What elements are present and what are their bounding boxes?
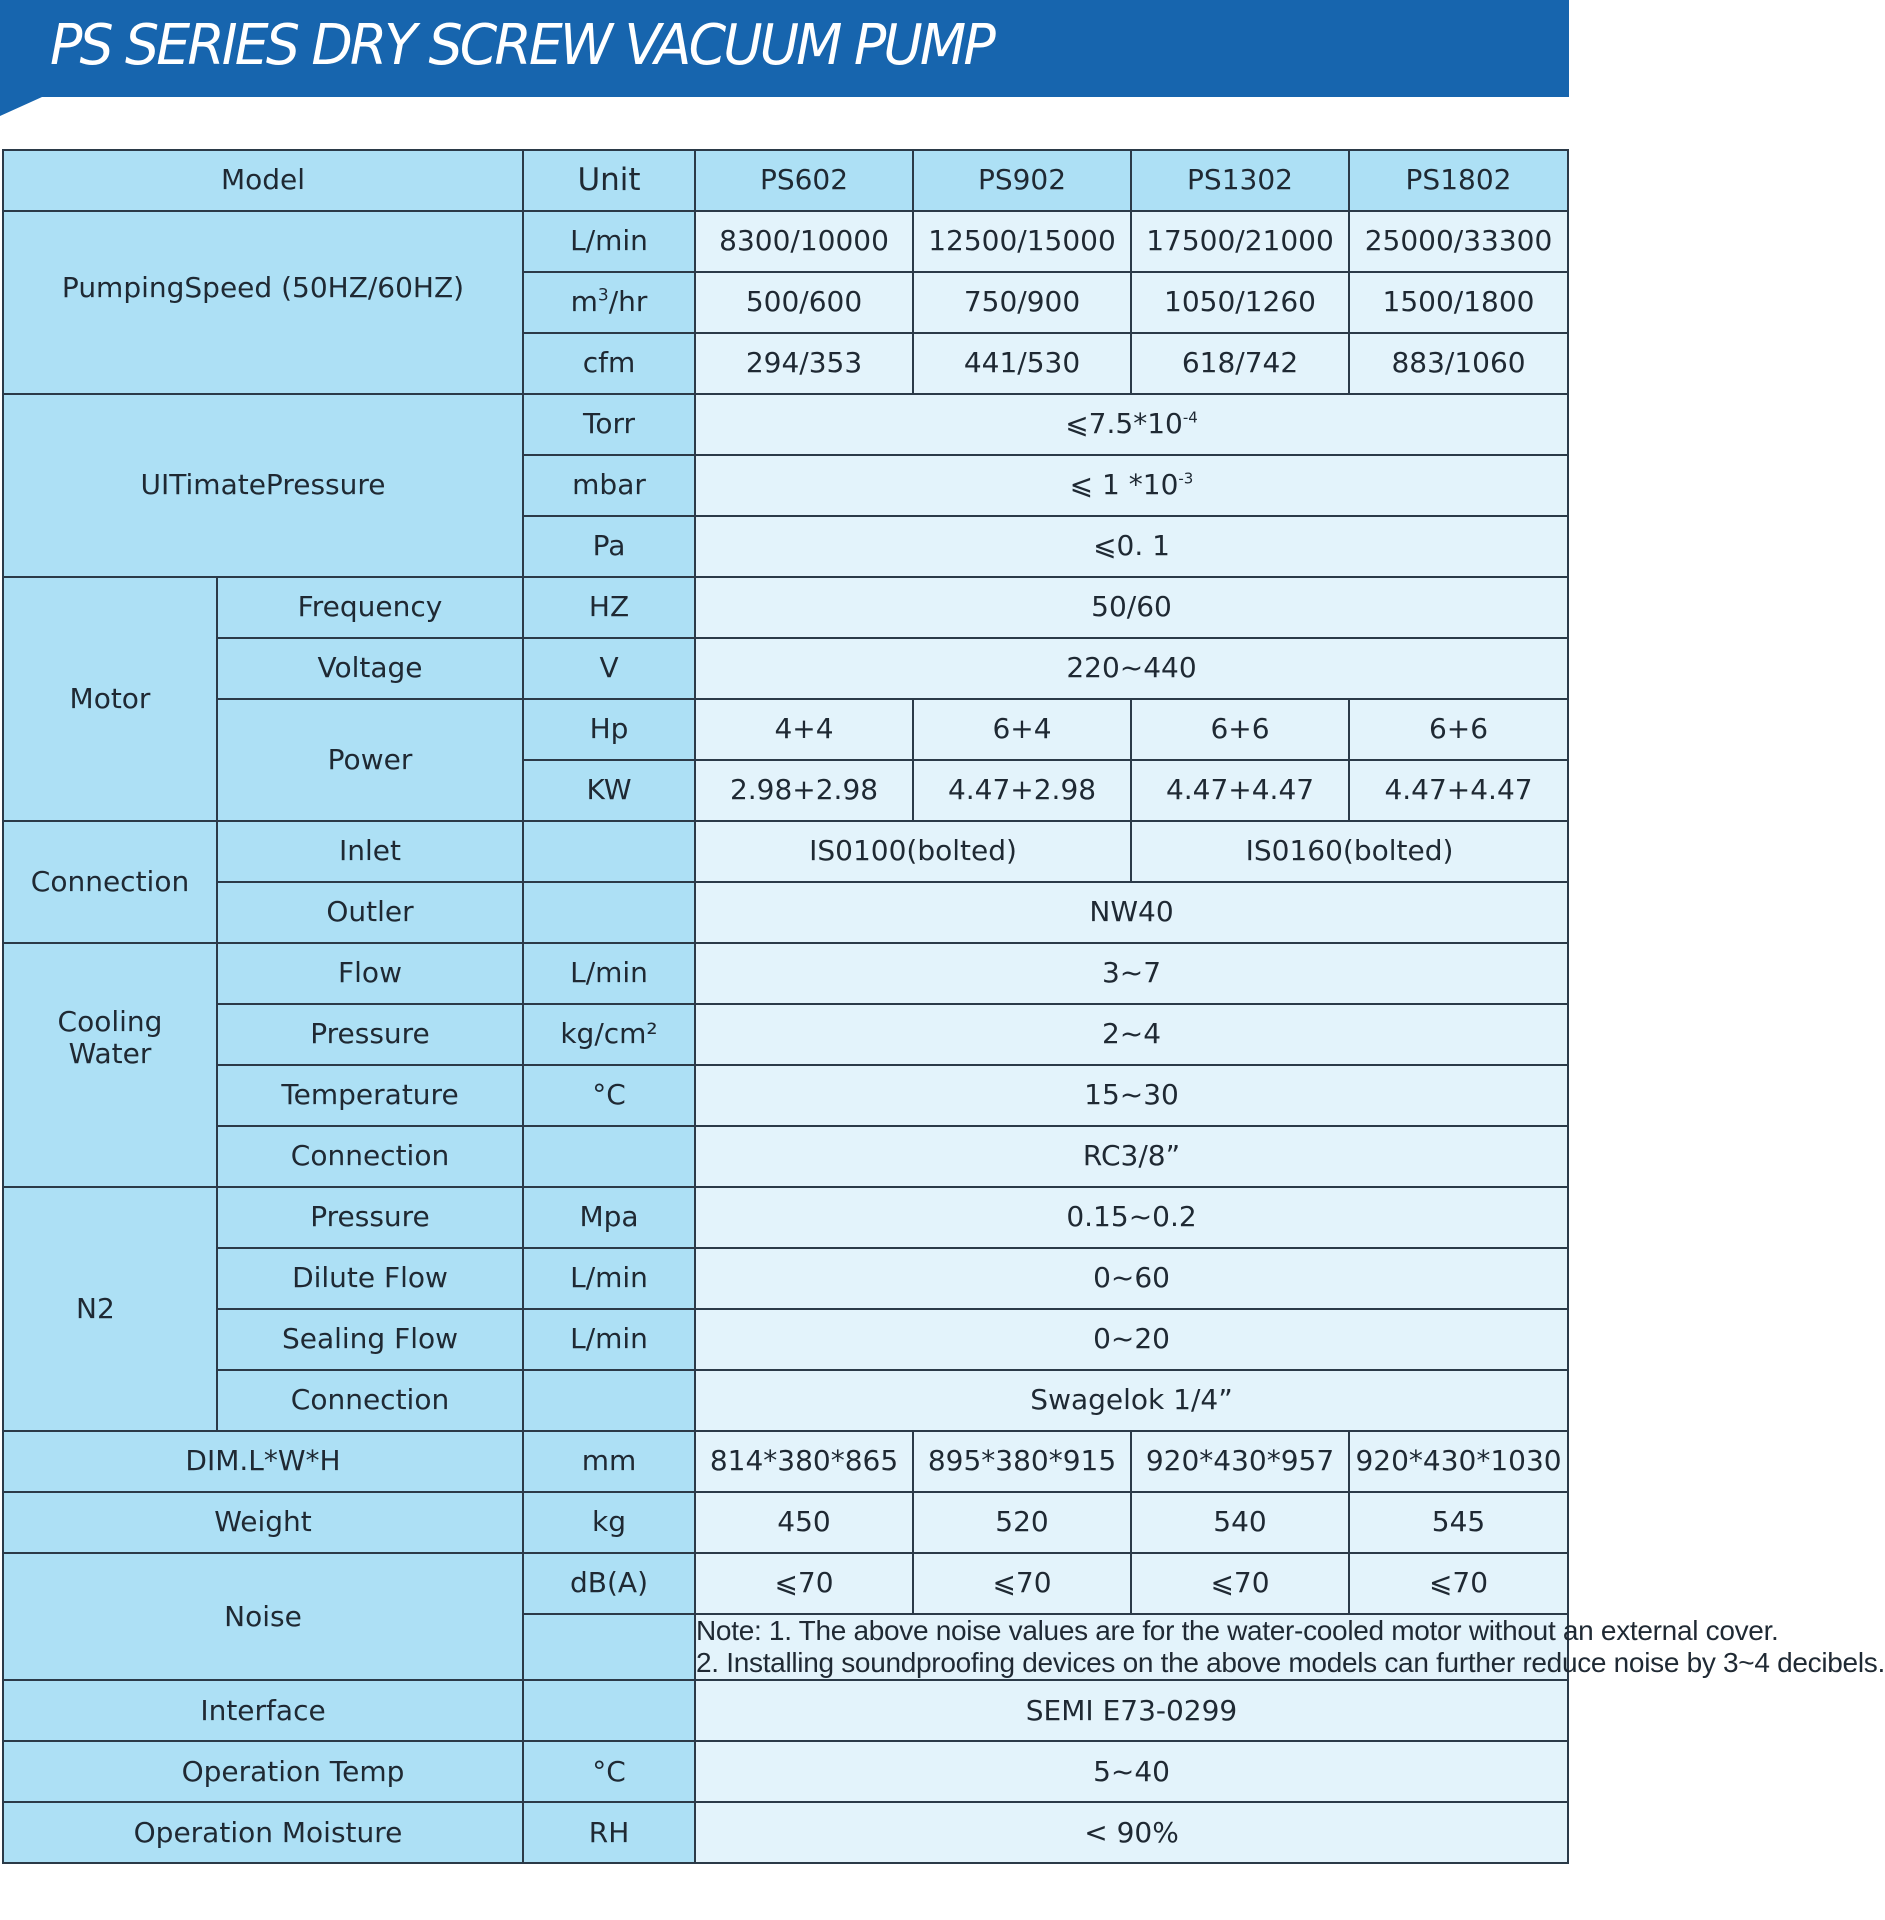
unit-cell: L/min: [523, 943, 695, 1004]
value-base: ⩽7.5*10: [1065, 407, 1183, 441]
unit-cell: L/min: [523, 1248, 695, 1309]
value-cell: [695, 455, 1568, 516]
value-cell: IS0160(bolted): [1131, 821, 1568, 882]
value-cell: 15~30: [695, 1065, 1568, 1126]
unit-cell: [523, 1370, 695, 1431]
noise-note-line1: Note: 1. The above noise values are for the water-cooled motor without an external cover.: [696, 1615, 1779, 1646]
unit-cell: [523, 1126, 695, 1187]
value-cell: 12500/15000: [913, 211, 1131, 272]
connection-sub-label: Connection: [217, 1126, 523, 1187]
connection-sub-label: Connection: [217, 1370, 523, 1431]
table-row: [3, 1680, 1568, 1741]
value-cell: 500/600: [695, 272, 913, 333]
unit-cell: Hp: [523, 699, 695, 760]
unit-cell: °C: [523, 1741, 695, 1802]
unit-cell: Torr: [523, 394, 695, 455]
table-row: [3, 1741, 1568, 1802]
value-cell: 220~440: [695, 638, 1568, 699]
operation-moisture-label: Operation Moisture: [3, 1802, 523, 1863]
value-cell: 545: [1349, 1492, 1568, 1553]
table-row: [3, 1004, 1568, 1065]
value-cell: 0~20: [695, 1309, 1568, 1370]
inlet-label: Inlet: [217, 821, 523, 882]
value-cell: 450: [695, 1492, 913, 1553]
unit-cell: RH: [523, 1802, 695, 1863]
value-cell: NW40: [695, 882, 1568, 943]
weight-label: Weight: [3, 1492, 523, 1553]
value-cell: 2~4: [695, 1004, 1568, 1065]
ultimate-pressure-label: UITimatePressure: [3, 394, 523, 577]
unit-cell: kg: [523, 1492, 695, 1553]
value-cell: Swagelok 1/4”: [695, 1370, 1568, 1431]
table-row: [3, 638, 1568, 699]
value-cell: RC3/8”: [695, 1126, 1568, 1187]
unit-cell: Pa: [523, 516, 695, 577]
value-cell: 920*430*957: [1131, 1431, 1349, 1492]
cooling-water-label-line1: Cooling: [57, 1005, 163, 1038]
value-cell: 6+6: [1131, 699, 1349, 760]
table-row: [3, 211, 1568, 272]
value-cell: 4+4: [695, 699, 913, 760]
value-exponent: -3: [1178, 470, 1194, 489]
value-cell: 6+6: [1349, 699, 1568, 760]
table-row: [3, 1309, 1568, 1370]
value-cell: 540: [1131, 1492, 1349, 1553]
unit-cell: L/min: [523, 1309, 695, 1370]
value-cell: [695, 394, 1568, 455]
value-cell: ⩽70: [913, 1553, 1131, 1614]
value-cell: 17500/21000: [1131, 211, 1349, 272]
value-cell: 750/900: [913, 272, 1131, 333]
table-row: [3, 1492, 1568, 1553]
voltage-label: Voltage: [217, 638, 523, 699]
dimensions-label: DIM.L*W*H: [3, 1431, 523, 1492]
header-row: [3, 150, 1568, 211]
table-row: [3, 1248, 1568, 1309]
model-ps602: PS602: [695, 150, 913, 211]
unit-cell: [523, 882, 695, 943]
value-exponent: -4: [1182, 409, 1198, 428]
pressure-label: Pressure: [217, 1187, 523, 1248]
table-row: [3, 699, 1568, 760]
value-cell: 895*380*915: [913, 1431, 1131, 1492]
unit-cell: HZ: [523, 577, 695, 638]
value-cell: 920*430*1030: [1349, 1431, 1568, 1492]
model-ps1802: PS1802: [1349, 150, 1568, 211]
dilute-flow-label: Dilute Flow: [217, 1248, 523, 1309]
unit-cell: °C: [523, 1065, 695, 1126]
flow-label: Flow: [217, 943, 523, 1004]
value-cell: 2.98+2.98: [695, 760, 913, 821]
unit-cell: KW: [523, 760, 695, 821]
unit-cell: [523, 821, 695, 882]
unit-cell: mbar: [523, 455, 695, 516]
unit-rest: /hr: [608, 285, 648, 319]
outlet-label: Outler: [217, 882, 523, 943]
cooling-water-label-line2: Water: [68, 1037, 152, 1071]
unit-superscript: 3: [597, 286, 609, 307]
n2-label: N2: [3, 1187, 217, 1431]
interface-label: Interface: [3, 1680, 523, 1741]
model-ps902: PS902: [913, 150, 1131, 211]
table-row: [3, 882, 1568, 943]
title-banner: [0, 0, 1569, 118]
value-cell: ⩽70: [1131, 1553, 1349, 1614]
value-cell: 0~60: [695, 1248, 1568, 1309]
value-cell: 25000/33300: [1349, 211, 1568, 272]
table-row: [3, 1065, 1568, 1126]
value-base: ⩽ 1 *10: [1069, 468, 1179, 502]
table-row: [3, 577, 1568, 638]
value-cell: 4.47+4.47: [1349, 760, 1568, 821]
unit-cell: dB(A): [523, 1553, 695, 1614]
table-row: [3, 1431, 1568, 1492]
value-cell: SEMI E73-0299: [695, 1680, 1568, 1741]
value-cell: ⩽0. 1: [695, 516, 1568, 577]
unit-cell: mm: [523, 1431, 695, 1492]
value-cell: 441/530: [913, 333, 1131, 394]
value-cell: 5~40: [695, 1741, 1568, 1802]
model-header: Model: [3, 150, 523, 211]
unit-cell: Mpa: [523, 1187, 695, 1248]
connection-label: Connection: [3, 821, 217, 943]
value-cell: 1050/1260: [1131, 272, 1349, 333]
table-row: [3, 1370, 1568, 1431]
value-cell: 0.15~0.2: [695, 1187, 1568, 1248]
value-cell: IS0100(bolted): [695, 821, 1131, 882]
unit-cell: kg/cm²: [523, 1004, 695, 1065]
table-row: [3, 1187, 1568, 1248]
unit-cell: [523, 1614, 695, 1680]
table-row: [3, 1802, 1568, 1863]
table-row: [3, 1553, 1568, 1614]
table-row: [3, 821, 1568, 882]
value-cell: ⩽70: [695, 1553, 913, 1614]
value-cell: < 90%: [695, 1802, 1568, 1863]
value-cell: 3~7: [695, 943, 1568, 1004]
unit-cell: L/min: [523, 211, 695, 272]
unit-cell: V: [523, 638, 695, 699]
sealing-flow-label: Sealing Flow: [217, 1309, 523, 1370]
frequency-label: Frequency: [217, 577, 523, 638]
value-cell: 883/1060: [1349, 333, 1568, 394]
pumping-speed-label: PumpingSpeed (50HZ/60HZ): [3, 211, 523, 394]
value-cell: ⩽70: [1349, 1553, 1568, 1614]
value-cell: 50/60: [695, 577, 1568, 638]
model-ps1302: PS1302: [1131, 150, 1349, 211]
table-row: [3, 943, 1568, 1004]
unit-base: m: [570, 285, 598, 319]
unit-cell: [523, 1680, 695, 1741]
temperature-label: Temperature: [217, 1065, 523, 1126]
spec-table: [2, 149, 1885, 1864]
power-label: Power: [217, 699, 523, 821]
value-cell: 4.47+4.47: [1131, 760, 1349, 821]
noise-note: [695, 1614, 1885, 1680]
operation-temp-label: Operation Temp: [3, 1741, 523, 1802]
value-cell: 6+4: [913, 699, 1131, 760]
noise-note-line2: 2. Installing soundproofing devices on the above models can further reduce noise by 3~4 decibels.: [696, 1647, 1885, 1679]
unit-header: Unit: [523, 150, 695, 211]
noise-label: Noise: [3, 1553, 523, 1680]
value-cell: 814*380*865: [695, 1431, 913, 1492]
pressure-label: Pressure: [217, 1004, 523, 1065]
unit-cell: [523, 272, 695, 333]
value-cell: 1500/1800: [1349, 272, 1568, 333]
page-title: PS SERIES DRY SCREW VACUUM PUMP: [50, 13, 993, 78]
table-row: [3, 394, 1568, 455]
value-cell: 4.47+2.98: [913, 760, 1131, 821]
motor-label: Motor: [3, 577, 217, 821]
value-cell: 8300/10000: [695, 211, 913, 272]
unit-cell: cfm: [523, 333, 695, 394]
cooling-water-label: [3, 943, 217, 1187]
value-cell: 294/353: [695, 333, 913, 394]
value-cell: 520: [913, 1492, 1131, 1553]
table-row: [3, 1126, 1568, 1187]
value-cell: 618/742: [1131, 333, 1349, 394]
